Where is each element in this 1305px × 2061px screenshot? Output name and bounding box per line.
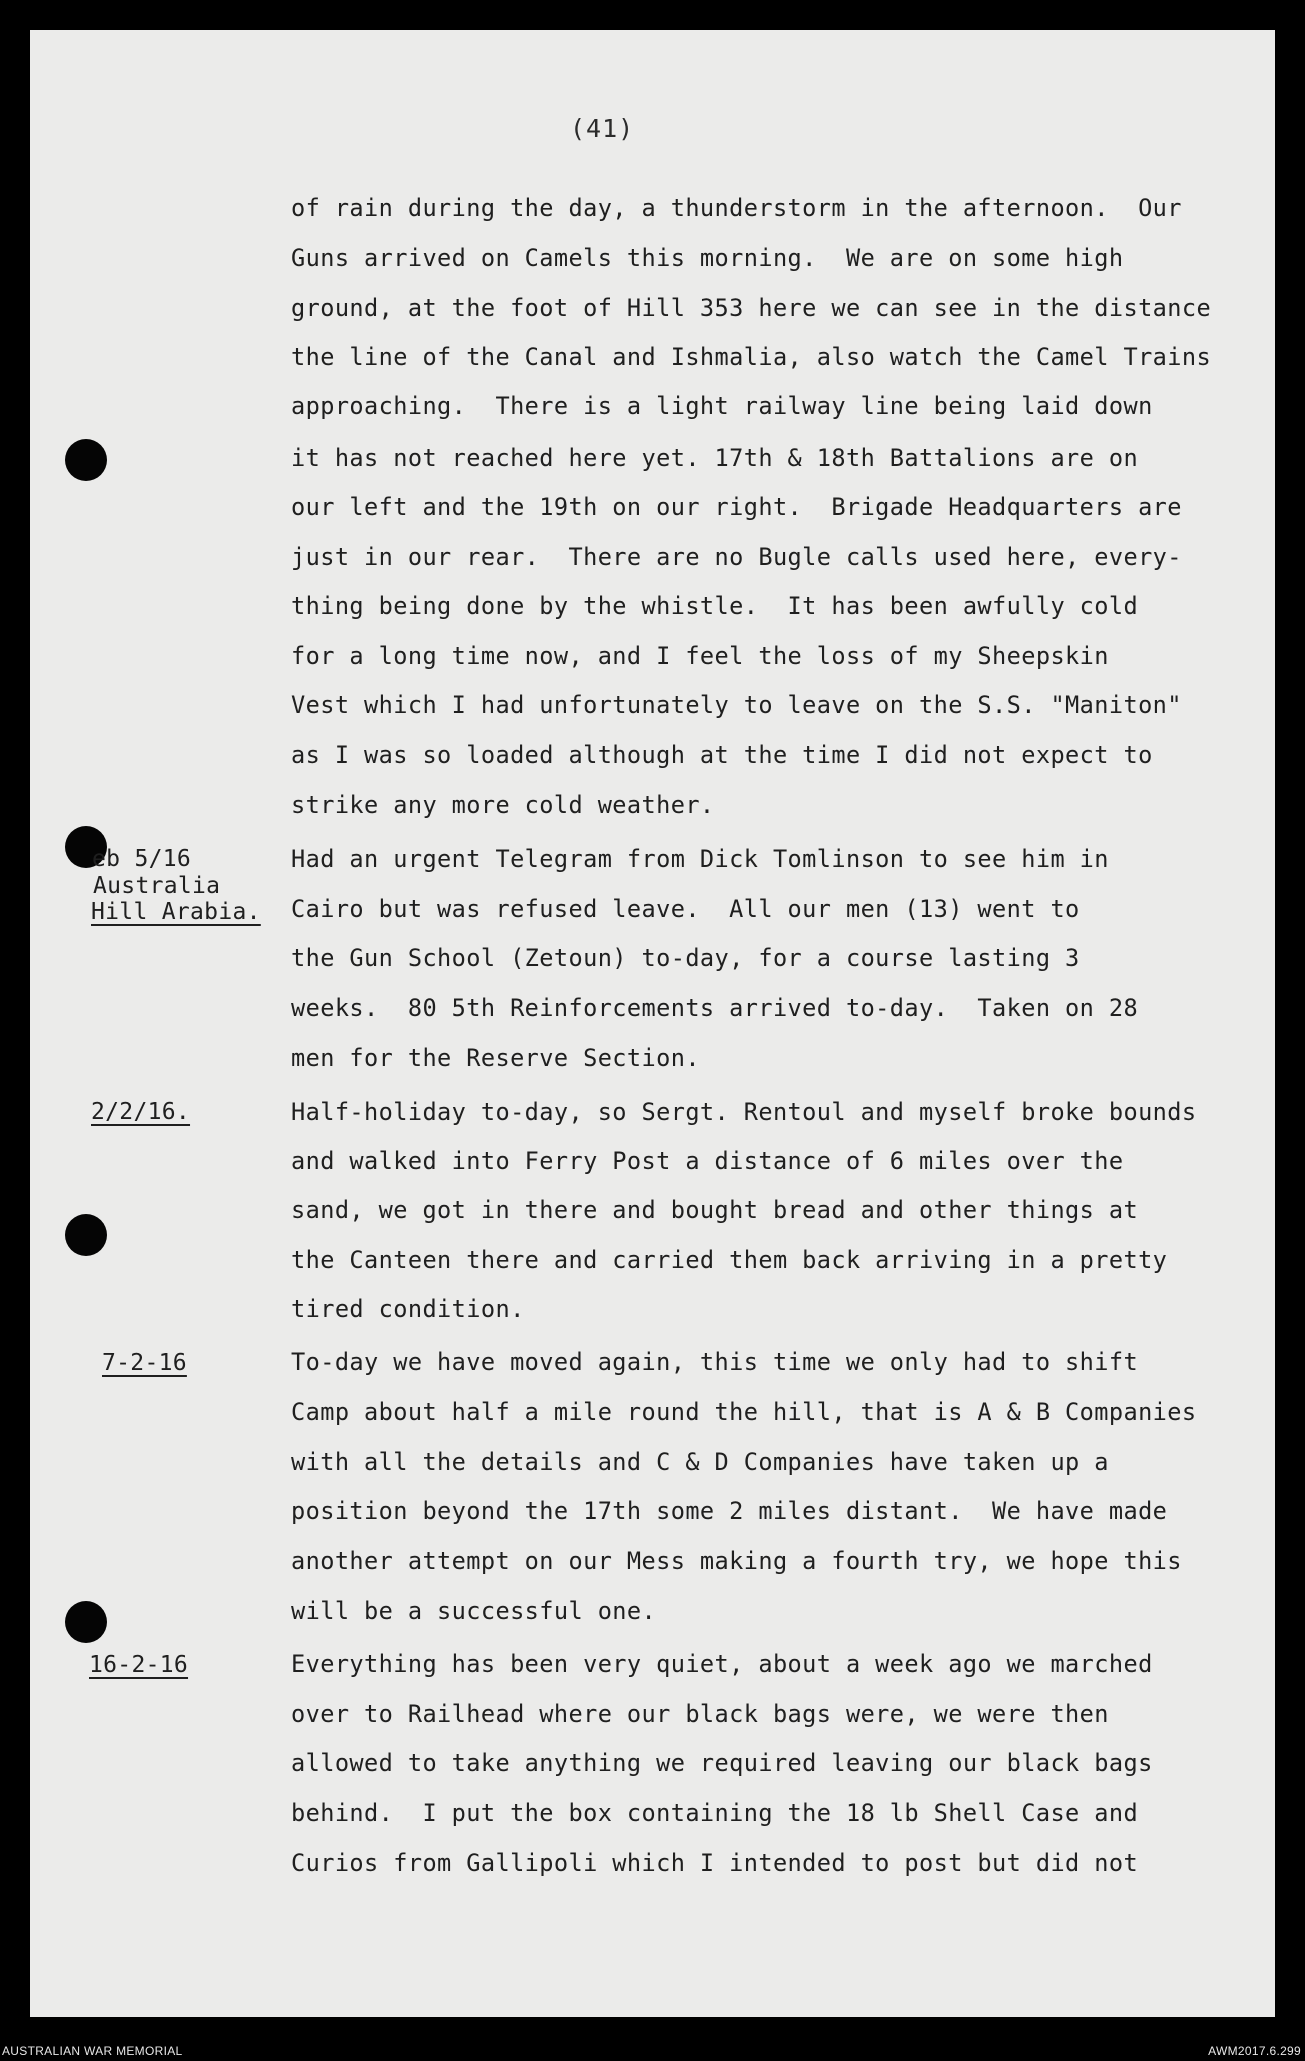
text-line: the Gun School (Zetoun) to-day, for a course lasting 3 <box>291 944 1080 972</box>
text-line: another attempt on our Mess making a fourth try, we hope this <box>291 1547 1182 1575</box>
text-line: behind. I put the box containing the 18 lb Shell Case and <box>291 1799 1139 1827</box>
punch-hole <box>65 1601 107 1643</box>
margin-date: eb 5/16 <box>92 846 192 872</box>
text-line: allowed to take anything we required leaving our black bags <box>291 1749 1153 1777</box>
text-line: Everything has been very quiet, about a week ago we marched <box>291 1650 1153 1678</box>
text-line: Vest which I had unfortunately to leave on the S.S. "Maniton" <box>291 691 1182 719</box>
text-line: approaching. There is a light railway line being laid down <box>291 392 1153 420</box>
text-line: weeks. 80 5th Reinforcements arrived to-day. Taken on 28 <box>291 994 1139 1022</box>
text-line: Camp about half a mile round the hill, that is A & B Companies <box>291 1398 1197 1426</box>
margin-location: Australia <box>93 873 221 899</box>
text-line: our left and the 19th on our right. Brigade Headquarters are <box>291 493 1182 521</box>
text-line: position beyond the 17th some 2 miles distant. We have made <box>291 1497 1168 1525</box>
text-line: for a long time now, and I feel the loss of my Sheepskin <box>291 642 1109 670</box>
text-line: just in our rear. There are no Bugle calls used here, every- <box>291 543 1182 571</box>
text-line: will be a successful one. <box>291 1597 657 1625</box>
text-line: thing being done by the whistle. It has been awfully cold <box>291 592 1139 620</box>
text-line: strike any more cold weather. <box>291 791 715 819</box>
text-line: it has not reached here yet. 17th & 18th Battalions are on <box>291 444 1139 472</box>
text-line: of rain during the day, a thunderstorm in the afternoon. Our <box>291 194 1182 222</box>
margin-date: 7-2-16 <box>102 1350 187 1376</box>
footer-credit: AUSTRALIAN WAR MEMORIAL <box>2 2044 183 2058</box>
text-line: with all the details and C & D Companies have taken up a <box>291 1448 1109 1476</box>
punch-hole <box>65 439 107 481</box>
text-line: as I was so loaded although at the time I did not expect to <box>291 741 1153 769</box>
text-line: Curios from Gallipoli which I intended to post but did not <box>291 1849 1139 1877</box>
text-line: ground, at the foot of Hill 353 here we can see in the distance <box>291 294 1212 322</box>
text-line: Had an urgent Telegram from Dick Tomlinson to see him in <box>291 845 1109 873</box>
text-line: Guns arrived on Camels this morning. We are on some high <box>291 244 1124 272</box>
text-line: To-day we have moved again, this time we only had to shift <box>291 1348 1139 1376</box>
diary-page <box>30 30 1275 2017</box>
page-number: (41) <box>570 114 635 143</box>
text-line: tired condition. <box>291 1295 525 1323</box>
text-line: sand, we got in there and bought bread and other things at <box>291 1196 1139 1224</box>
punch-hole <box>65 1214 107 1256</box>
text-line: Cairo but was refused leave. All our men (13) went to <box>291 895 1080 923</box>
margin-date: 16-2-16 <box>89 1652 189 1678</box>
margin-date: 2/2/16. <box>91 1099 191 1125</box>
footer-reference: AWM2017.6.299 <box>1208 2044 1301 2058</box>
text-line: the Canteen there and carried them back arriving in a pretty <box>291 1246 1168 1274</box>
margin-location: Hill Arabia. <box>91 899 261 925</box>
text-line: and walked into Ferry Post a distance of 6 miles over the <box>291 1147 1124 1175</box>
text-line: Half-holiday to-day, so Sergt. Rentoul and myself broke bounds <box>291 1098 1197 1126</box>
text-line: men for the Reserve Section. <box>291 1044 700 1072</box>
text-line: over to Railhead where our black bags were, we were then <box>291 1700 1109 1728</box>
text-line: the line of the Canal and Ishmalia, also watch the Camel Trains <box>291 343 1212 371</box>
